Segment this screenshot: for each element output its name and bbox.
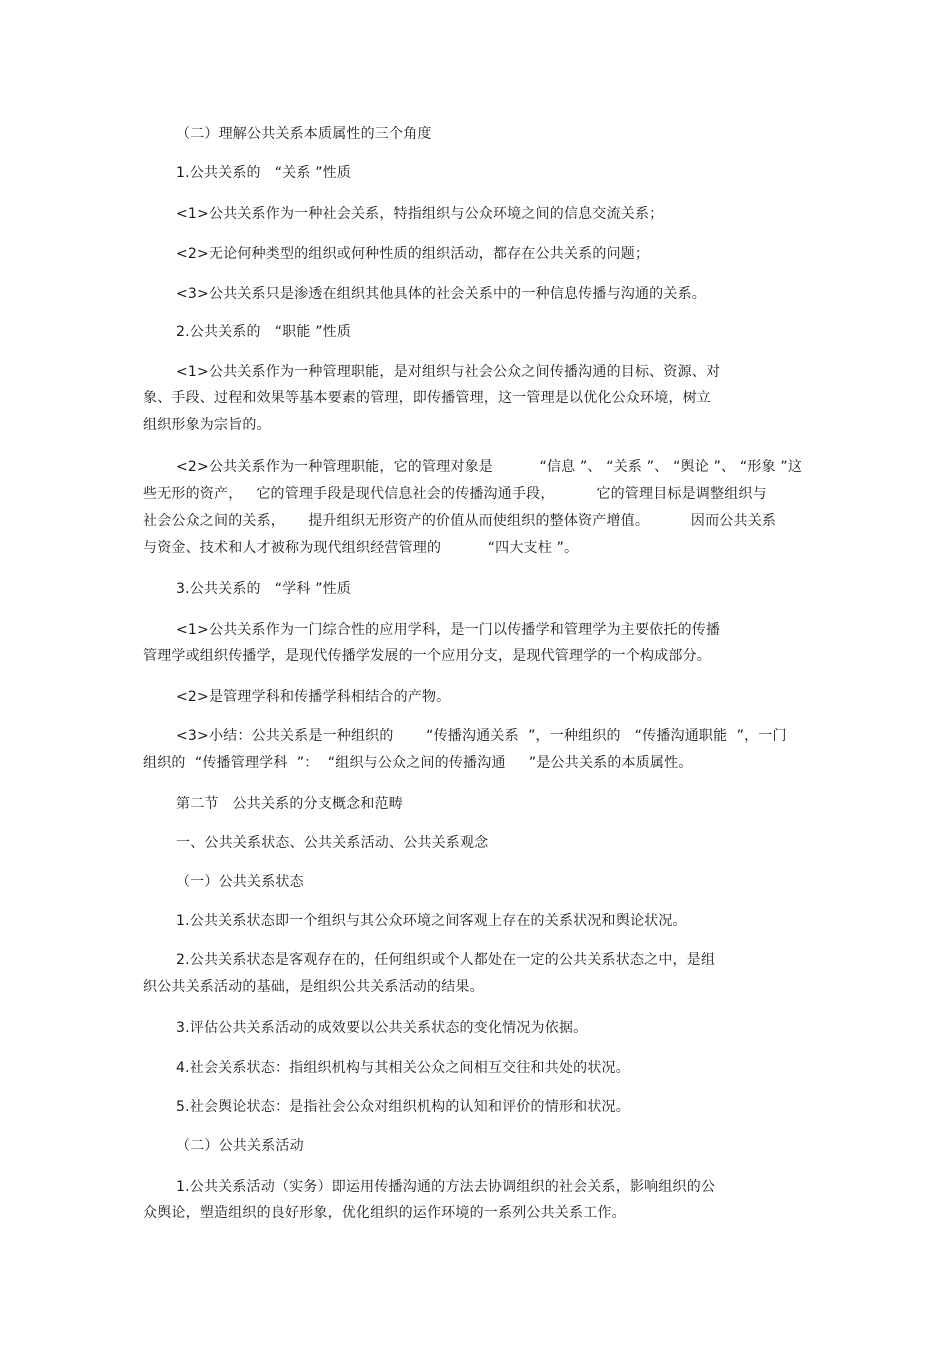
- paragraph-line: <3>公共关系只是渗透在组织其他具体的社会关系中的一种信息传播与沟通的关系。: [176, 286, 706, 302]
- paragraph-line: <1>公共关系作为一种社会关系，特指组织与公众环境之间的信息交流关系；: [176, 206, 664, 222]
- paragraph-line: <1>公共关系作为一种管理职能，是对组织与社会公众之间传播沟通的目标、资源、对: [176, 364, 721, 380]
- paragraph-line: 管理学或组织传播学，是现代传播学发展的一个应用分支，是现代管理学的一个构成部分。: [143, 648, 711, 664]
- paragraph-line: 象、手段、过程和效果等基本要素的管理，即传播管理，这一管理是以优化公众环境，树立: [143, 390, 711, 406]
- paragraph-line: 社会公众之间的关系， 提升组织无形资产的价值从而使组织的整体资产增值。 因而公共关系: [143, 513, 777, 529]
- subheading: （二）公共关系活动: [176, 1138, 304, 1154]
- paragraph-line: 些无形的资产， 它的管理手段是现代信息社会的传播沟通手段， 它的管理目标是调整组织与: [143, 486, 767, 502]
- paragraph-line: 3.评估公共关系活动的成效要以公共关系状态的变化情况为依据。: [176, 1020, 588, 1036]
- paragraph-line: 1.公共关系活动（实务）即运用传播沟通的方法去协调组织的社会关系，影响组织的公: [176, 1179, 716, 1195]
- paragraph-line: 2.公共关系状态是客观存在的，任何组织或个人都处在一定的公共关系状态之中，是组: [176, 952, 716, 968]
- section-heading: （二）理解公共关系本质属性的三个角度: [176, 126, 432, 142]
- subheading: 2.公共关系的 “职能 ”性质: [176, 324, 352, 340]
- paragraph-line: 与资金、技术和人才被称为现代组织经营管理的 “四大支柱 ”。: [143, 540, 579, 556]
- paragraph-line: 组织的 “传播管理学科 ”： “组织与公众之间的传播沟通 ”是公共关系的本质属性。: [143, 755, 693, 771]
- paragraph-line: 组织形象为宗旨的。: [143, 417, 271, 433]
- paragraph-line: <2>无论何种类型的组织或何种性质的组织活动，都存在公共关系的问题；: [176, 246, 650, 262]
- paragraph-line: 织公共关系活动的基础，是组织公共关系活动的结果。: [143, 979, 484, 995]
- subheading: （一）公共关系状态: [176, 874, 304, 890]
- subheading: 1.公共关系的 “关系 ”性质: [176, 165, 352, 181]
- paragraph-line: 1.公共关系状态即一个组织与其公众环境之间客观上存在的关系状况和舆论状况。: [176, 913, 687, 929]
- paragraph-line: 众舆论，塑造组织的良好形象，优化组织的运作环境的一系列公共关系工作。: [143, 1205, 626, 1221]
- section-heading: 第二节 公共关系的分支概念和范畴: [176, 796, 403, 812]
- paragraph-line: 4.社会关系状态：指组织机构与其相关公众之间相互交往和共处的状况。: [176, 1060, 630, 1076]
- paragraph-line: <3>小结：公共关系是一种组织的 “传播沟通关系 ”，一种组织的 “传播沟通职能 ”，一门: [176, 728, 787, 744]
- section-heading: 一、公共关系状态、公共关系活动、公共关系观念: [176, 835, 489, 851]
- paragraph-line: <1>公共关系作为一门综合性的应用学科，是一门以传播学和管理学为主要依托的传播: [176, 622, 721, 638]
- paragraph-line: <2>公共关系作为一种管理职能，它的管理对象是 “信息 ”、 “关系 ”、 “舆论 ”、 “形象 ”这: [176, 459, 803, 475]
- paragraph-line: 5.社会舆论状态：是指社会公众对组织机构的认知和评价的情形和状况。: [176, 1099, 630, 1115]
- subheading: 3.公共关系的 “学科 ”性质: [176, 581, 352, 597]
- paragraph-line: <2>是管理学科和传播学科相结合的产物。: [176, 689, 451, 705]
